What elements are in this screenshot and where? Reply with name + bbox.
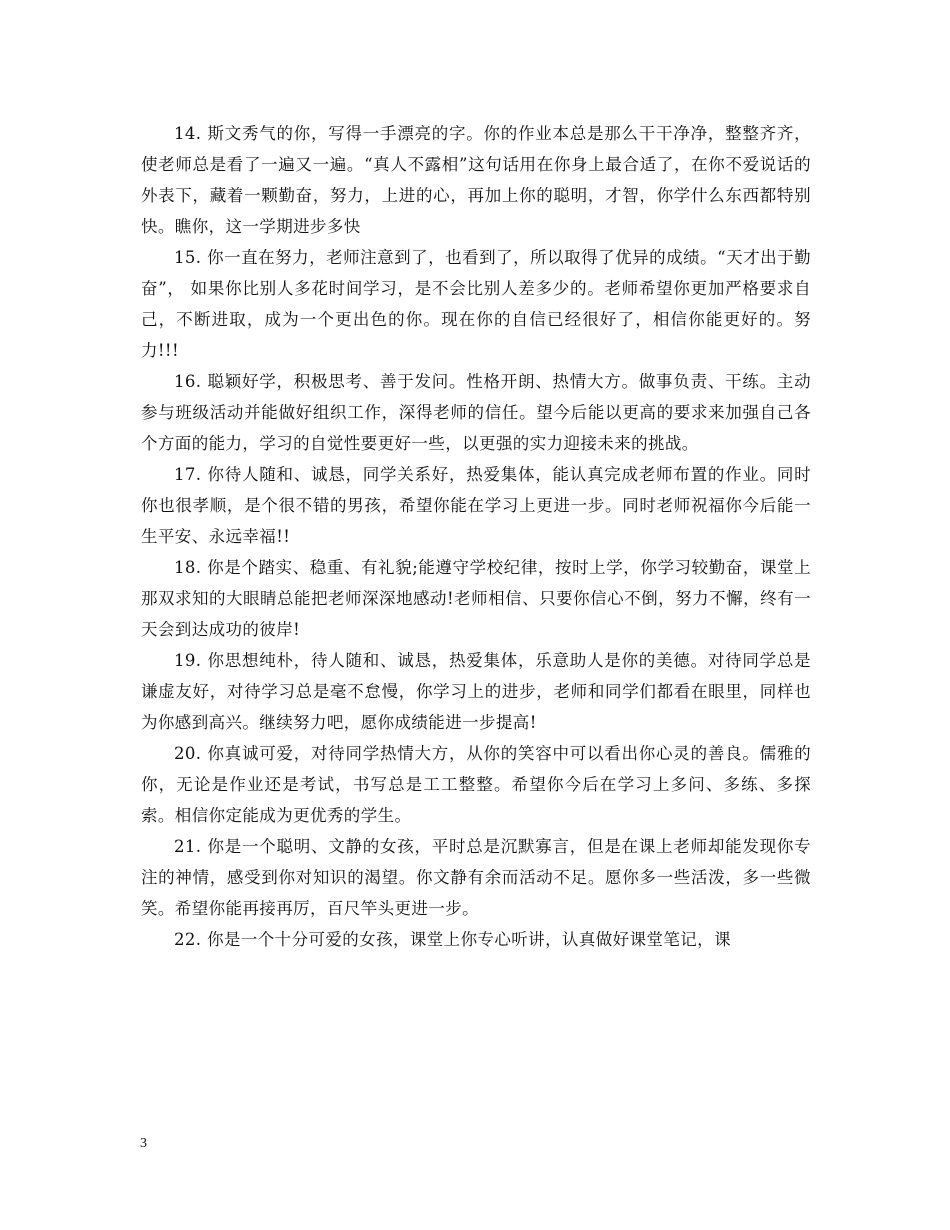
comment-paragraph-19: 19. 你思想纯朴，待人随和、诚恳，热爱集体，乐意助人是你的美德。对待同学总是谦虚友好，对待学习总是毫不怠慢，你学习上的进步，老师和同学们都看在眼里，同样也为你感到高兴。继续努力吧，愿你成绩能进一步提高!	[141, 651, 811, 732]
comment-paragraph-15: 15. 你一直在努力，老师注意到了，也看到了，所以取得了优异的成绩。“天才出于勤奋”， 如果你比别人多花时间学习，是不会比别人差多少的。老师希望你更加严格要求自己，不断进取，成为一个更出色的你。现在你的自信已经很好了，相信你能更好的。努力!!!	[141, 248, 811, 360]
comment-paragraph-22: 22. 你是一个十分可爱的女孩，课堂上你专心听讲，认真做好课堂笔记，课	[174, 930, 731, 949]
comment-paragraph-18: 18. 你是个踏实、稳重、有礼貌;能遵守学校纪律，按时上学，你学习较勤奋，课堂上那双求知的大眼睛总能把老师深深地感动!老师相信、只要你信心不倒，努力不懈，终有一天会到达成功的彼岸!	[141, 558, 811, 639]
page-content	[141, 118, 811, 955]
comment-paragraph-20: 20. 你真诚可爱，对待同学热情大方，从你的笑容中可以看出你心灵的善良。儒雅的你，无论是作业还是考试，书写总是工工整整。希望你今后在学习上多问、多练、多探索。相信你定能成为更优秀的学生。	[141, 744, 811, 825]
comment-paragraph-17: 17. 你待人随和、诚恳，同学关系好，热爱集体，能认真完成老师布置的作业。同时你也很孝顺，是个很不错的男孩，希望你能在学习上更进一步。同时老师祝福你今后能一生平安、永远幸福!!	[141, 465, 811, 546]
page-number: 3	[140, 1136, 147, 1151]
comment-paragraph-16: 16. 聪颖好学，积极思考、善于发问。性格开朗、热情大方。做事负责、干练。主动参与班级活动并能做好组织工作，深得老师的信任。望今后能以更高的要求来加强自己各个方面的能力，学习的自觉性要更好一些，以更强的实力迎接未来的挑战。	[141, 372, 811, 453]
comment-paragraph-14: 14. 斯文秀气的你，写得一手漂亮的字。你的作业本总是那么干干净净，整整齐齐，使老师总是看了一遍又一遍。“真人不露相”这句话用在你身上最合适了，在你不爱说话的外表下，藏着一颗勤奋，努力，上进的心，再加上你的聪明，才智，你学什么东西都特别快。瞧你，这一学期进步多快	[141, 124, 811, 236]
comment-paragraph-21: 21. 你是一个聪明、文静的女孩，平时总是沉默寡言，但是在课上老师却能发现你专注的神情，感受到你对知识的渴望。你文静有余而活动不足。愿你多一些活泼，多一些微笑。希望你能再接再厉，百尺竿头更进一步。	[141, 837, 811, 918]
